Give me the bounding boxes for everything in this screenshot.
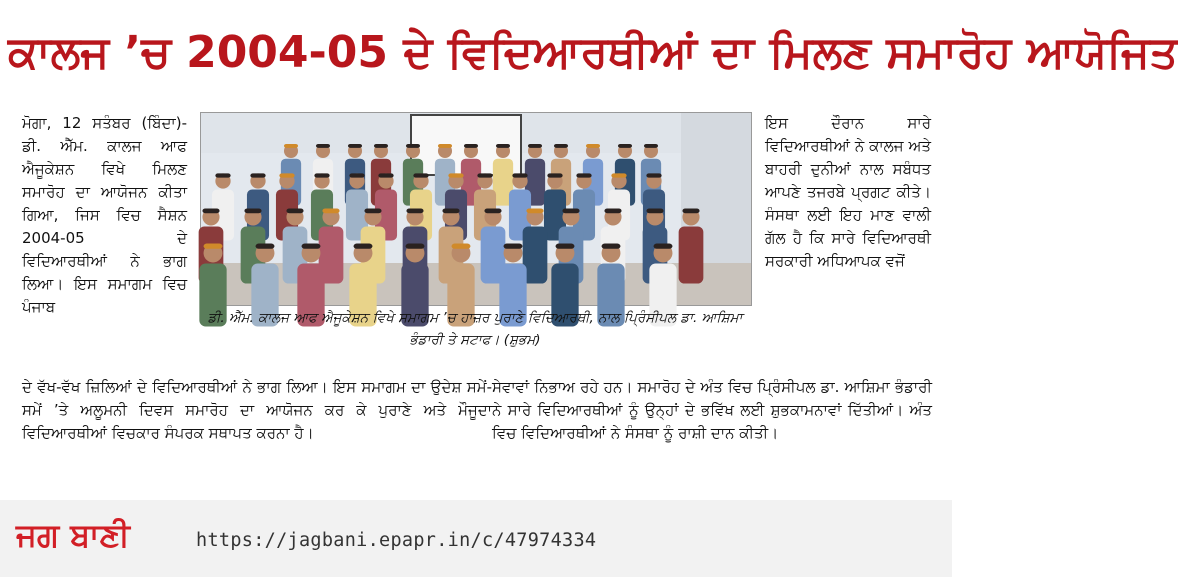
person-hair bbox=[618, 144, 632, 148]
person-hair bbox=[406, 144, 420, 148]
person-hair bbox=[646, 173, 661, 177]
article-text-right-bottom: ਸੇਵਾਵਾਂ ਨਿਭਾਅ ਰਹੇ ਹਨ। ਸਮਾਰੋਹ ਦੇ ਅੰਤ ਵਿਚ ਪ੍ਰਿੰਸੀਪਲ ਡਾ. ਆਸ਼ਿਮਾ ਭੰਡਾਰੀ ਨੇ ਸਾਰੇ ਵਿਦਿਆਰਥੀਆਂ ਨੂੰ ਉਨ੍ਹਾਂ ਦੇ ਭਵਿੱਖ ਲਈ ਸ਼ੁਭਕਾਮਨਾਵਾਂ ਦਿੱਤੀਆਂ। ਅੰਤ ਵਿਚ ਵਿਦਿਆਰਥੀਆਂ ਨੇ ਸੰਸਥਾ ਨੂੰ ਰਾਸ਼ੀ ਦਾਨ ਕੀਤੀ। bbox=[492, 378, 932, 442]
person-hair bbox=[562, 208, 579, 213]
article-column-left-bottom bbox=[22, 376, 492, 445]
person-hair bbox=[438, 144, 452, 148]
logo-text: ਜਗ ਬਾਣੀ bbox=[16, 516, 130, 554]
person-hair bbox=[576, 173, 591, 177]
photo-caption: ਡੀ. ਐੱਮ. ਕਾਲਜ ਆਫ ਐਜੂਕੇਸ਼ਨ ਵਿਖੇ ਸਮਾਗਮ ’ਚ ਹਾਜ਼ਰ ਪੁਰਾਣੇ ਵਿਦਿਆਰਥੀ, ਨਾਲ ਪ੍ਰਿੰਸੀਪਲ ਡਾ. ਆਸ਼ਿਮਾ ਭੰਡਾਰੀ ਤੇ ਸਟਾਫ। (ਸ਼ੁਭਮ) bbox=[207, 310, 743, 348]
person-hair bbox=[496, 144, 510, 148]
person-hair bbox=[406, 208, 423, 213]
person-hair bbox=[348, 144, 362, 148]
article-column-right-bottom bbox=[492, 376, 932, 445]
person-hair bbox=[406, 244, 425, 249]
person-hair bbox=[644, 144, 658, 148]
person-hair bbox=[448, 173, 463, 177]
person-hair bbox=[547, 173, 562, 177]
person-hair bbox=[374, 144, 388, 148]
person-hair bbox=[279, 173, 294, 177]
person-hair bbox=[554, 144, 568, 148]
person-hair bbox=[244, 208, 261, 213]
person-hair bbox=[204, 244, 223, 249]
headline: ਕਾਲਜ ’ਚ 2004-05 ਦੇ ਵਿਦਿਆਰਥੀਆਂ ਦਾ ਮਿਲਣ ਸਮਾਰੋਹ ਆਯੋਜਿਤ bbox=[8, 27, 1178, 78]
person-hair bbox=[654, 244, 673, 249]
source-url-link[interactable]: https://jagbani.epapr.in/c/47974334 bbox=[196, 530, 597, 551]
article-text-left-top: ਮੋਗਾ, 12 ਸਤੰਬਰ (ਬਿੰਦਾ)- ਡੀ. ਐੱਮ. ਕਾਲਜ ਆਫ ਐਜੂਕੇਸ਼ਨ ਵਿਖੇ ਮਿਲਣ ਸਮਾਰੋਹ ਦਾ ਆਯੋਜਨ ਕੀਤਾ ਗਿਆ, ਜਿਸ ਵਿਚ ਸੈਸ਼ਨ 2004-05 ਦੇ ਵਿਦਿਆਰਥੀਆਂ ਨੇ ਭਾਗ ਲਿਆ। ਇਸ ਸਮਾਗਮ ਵਿਚ ਪੰਜਾਬ bbox=[22, 114, 187, 316]
person-hair bbox=[286, 208, 303, 213]
person-hair bbox=[378, 173, 393, 177]
article-column-right-top bbox=[765, 112, 931, 273]
person-hair bbox=[452, 244, 471, 249]
person-body bbox=[679, 227, 704, 284]
person-hair bbox=[611, 173, 626, 177]
article-text-right-top: ਇਸ ਦੌਰਾਨ ਸਾਰੇ ਵਿਦਿਆਰਥੀਆਂ ਨੇ ਕਾਲਜ ਅਤੇ ਬਾਹਰੀ ਦੁਨੀਆਂ ਨਾਲ ਸਬੰਧਤ ਆਪਣੇ ਤਜਰਬੇ ਪ੍ਰਗਟ ਕੀਤੇ। ਸੰਸਥਾ ਲਈ ਇਹ ਮਾਣ ਵਾਲੀ ਗੱਲ ਹੈ ਕਿ ਸਾਰੇ ਵਿਦਿਆਰਥੀ ਸਰਕਾਰੀ ਅਧਿਆਪਕ ਵਜੋਂ bbox=[765, 114, 931, 270]
article-text-left-bottom: ਦੇ ਵੱਖ-ਵੱਖ ਜ਼ਿਲਿਆਂ ਦੇ ਵਿਦਿਆਰਥੀਆਂ ਨੇ ਭਾਗ ਲਿਆ। ਇਸ ਸਮਾਗਮ ਦਾ ਉਦੇਸ਼ ਸਮੇਂ-ਸਮੇਂ ’ਤੇ ਅਲੂਮਨੀ ਦਿਵਸ ਸਮਾਰੋਹ ਦਾ ਆਯੋਜਨ ਕਰ ਕੇ ਪੁਰਾਣੇ ਅਤੇ ਮੌਜੂਦਾ ਵਿਦਿਆਰਥੀਆਂ ਵਿਚਕਾਰ ਸੰਪਰਕ ਸਥਾਪਤ ਕਰਨਾ ਹੈ। bbox=[22, 378, 492, 442]
person-hair bbox=[602, 244, 621, 249]
person-hair bbox=[528, 144, 542, 148]
person-hair bbox=[682, 208, 699, 213]
person-hair bbox=[364, 208, 381, 213]
person-hair bbox=[349, 173, 364, 177]
person-hair bbox=[284, 144, 298, 148]
person-hair bbox=[322, 208, 339, 213]
person-hair bbox=[477, 173, 492, 177]
person-hair bbox=[604, 208, 621, 213]
person-hair bbox=[556, 244, 575, 249]
person-hair bbox=[256, 244, 275, 249]
person-hair bbox=[354, 244, 373, 249]
person-hair bbox=[314, 173, 329, 177]
person-hair bbox=[302, 244, 321, 249]
person-hair bbox=[215, 173, 230, 177]
person-hair bbox=[512, 173, 527, 177]
person-hair bbox=[202, 208, 219, 213]
jagbani-logo bbox=[12, 512, 188, 556]
article-column-left-top bbox=[22, 112, 187, 319]
person-hair bbox=[646, 208, 663, 213]
person-hair bbox=[442, 208, 459, 213]
person-hair bbox=[316, 144, 330, 148]
person-hair bbox=[413, 173, 428, 177]
person-hair bbox=[504, 244, 523, 249]
person-hair bbox=[484, 208, 501, 213]
person-hair bbox=[526, 208, 543, 213]
group-photo bbox=[200, 112, 752, 306]
person-hair bbox=[464, 144, 478, 148]
person-hair bbox=[586, 144, 600, 148]
person-hair bbox=[250, 173, 265, 177]
